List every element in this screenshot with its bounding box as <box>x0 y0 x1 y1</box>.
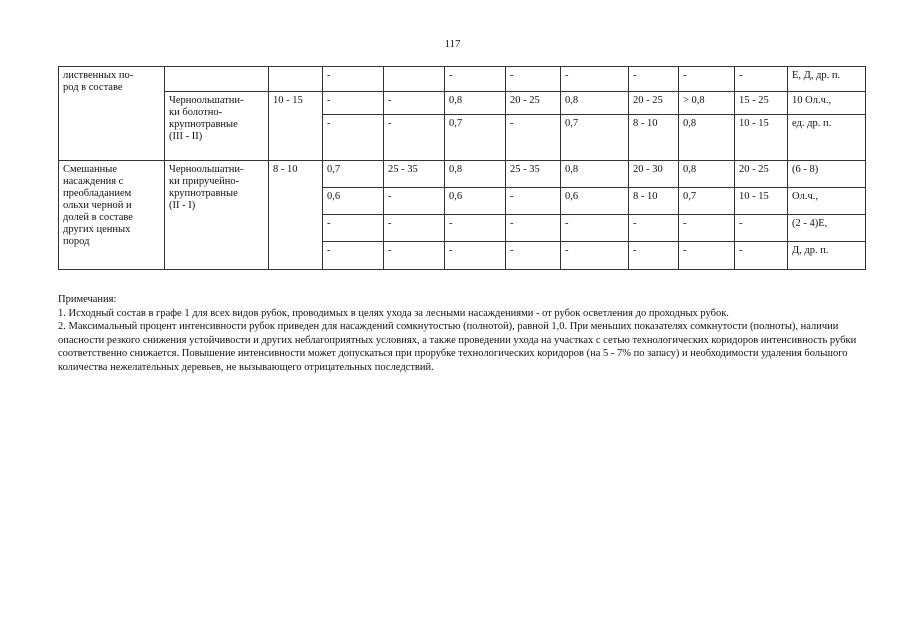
table-cell: 0,7 <box>323 161 384 188</box>
table-cell: ед. др. п. <box>788 115 866 161</box>
table-cell: - <box>506 188 561 215</box>
table-cell: - <box>323 215 384 242</box>
table-cell: > 0,8 <box>679 92 735 115</box>
table-cell: - <box>506 67 561 92</box>
table-cell: 10 - 15 <box>735 115 788 161</box>
table-cell: - <box>506 115 561 161</box>
table-cell: 0,6 <box>445 188 506 215</box>
table-cell: Е, Д, др. п. <box>788 67 866 92</box>
table-cell: - <box>735 242 788 270</box>
table-cell <box>165 67 269 92</box>
table-cell: Смешанные насаждения с преобладанием ольхи черной и долей в составе других ценных пород <box>59 161 165 270</box>
notes-heading: Примечания: <box>58 294 117 305</box>
table-cell: Д, др. п. <box>788 242 866 270</box>
table-cell: Черноольшатни- ки приручейно- крупнотравные (II - I) <box>165 161 269 270</box>
table-cell: - <box>384 242 445 270</box>
table-cell: - <box>384 92 445 115</box>
table-cell: 20 - 30 <box>629 161 679 188</box>
table-cell: - <box>629 242 679 270</box>
table-cell: 8 - 10 <box>629 188 679 215</box>
table-cell: лиственных по- род в составе <box>59 67 165 161</box>
table-cell: - <box>679 67 735 92</box>
table-cell: 10 - 15 <box>735 188 788 215</box>
table-cell: - <box>384 188 445 215</box>
table-cell: 0,6 <box>323 188 384 215</box>
table-cell: 10 - 15 <box>269 92 323 161</box>
table-cell: - <box>384 115 445 161</box>
table-cell: - <box>323 67 384 92</box>
table-cell: 0,6 <box>561 188 629 215</box>
table-cell: 0,8 <box>561 161 629 188</box>
table-cell: 0,8 <box>445 161 506 188</box>
table-cell: - <box>561 242 629 270</box>
table-row <box>59 92 866 115</box>
table-cell: - <box>629 215 679 242</box>
table-cell: - <box>506 215 561 242</box>
table-cell: - <box>629 67 679 92</box>
table-row <box>59 67 866 92</box>
table-cell: (6 - 8) <box>788 161 866 188</box>
table-cell <box>384 67 445 92</box>
table-cell: 20 - 25 <box>735 161 788 188</box>
table-cell: 0,8 <box>561 92 629 115</box>
table-cell: 0,7 <box>445 115 506 161</box>
table-cell: 0,7 <box>679 188 735 215</box>
table-cell: 25 - 35 <box>506 161 561 188</box>
page-number: 117 <box>444 38 461 50</box>
table-cell: Ол.ч., <box>788 188 866 215</box>
table-cell: - <box>323 242 384 270</box>
table-cell: - <box>561 67 629 92</box>
table-cell: 20 - 25 <box>629 92 679 115</box>
table-cell: - <box>506 242 561 270</box>
table-cell: 0,7 <box>561 115 629 161</box>
table-cell: - <box>323 92 384 115</box>
table-cell: - <box>679 242 735 270</box>
table-cell: - <box>679 215 735 242</box>
table-cell: - <box>735 215 788 242</box>
table-cell: 10 Ол.ч., <box>788 92 866 115</box>
table-cell: (2 - 4)Е, <box>788 215 866 242</box>
table-cell: - <box>735 67 788 92</box>
table-cell: 0,8 <box>445 92 506 115</box>
notes-section <box>58 293 865 374</box>
table-cell: 8 - 10 <box>269 161 323 270</box>
table-cell: 15 - 25 <box>735 92 788 115</box>
table-cell: 0,8 <box>679 161 735 188</box>
table-cell: 20 - 25 <box>506 92 561 115</box>
forest-thinning-table <box>58 66 866 270</box>
table-cell: - <box>384 215 445 242</box>
table-row <box>59 161 866 188</box>
table-cell: 0,8 <box>679 115 735 161</box>
table-cell: - <box>445 242 506 270</box>
note-2: 2. Максимальный процент интенсивности рубок приведен для насаждений сомкнутостью (полнотой), равной 1,0. При меньших показателях сомкнутости (полноты), наличии опасности резкого снижения устойчивости и других неблагоприятных условиях, а также проведении ухода на участках с сетью технологических коридоров интенсивность рубки соответственно снижается. Повышение интенсивности может допускаться при прорубке технологических коридоров (на 5 - 7% по запасу) и необходимости удаления большого количества нежелательных деревьев, не вызывающего отрицательных последствий. <box>58 321 857 373</box>
table-cell: 8 - 10 <box>629 115 679 161</box>
table-cell: - <box>323 115 384 161</box>
table-cell: - <box>561 215 629 242</box>
table-cell: - <box>445 215 506 242</box>
note-1: 1. Исходный состав в графе 1 для всех видов рубок, проводимых в целях ухода за лесными насаждениями - от рубок осветления до проходных рубок. <box>58 307 729 319</box>
table-cell: 25 - 35 <box>384 161 445 188</box>
table-cell: Черноольшатни- ки болотно- крупнотравные (III - II) <box>165 92 269 161</box>
table-cell <box>269 67 323 92</box>
table-cell: - <box>445 67 506 92</box>
